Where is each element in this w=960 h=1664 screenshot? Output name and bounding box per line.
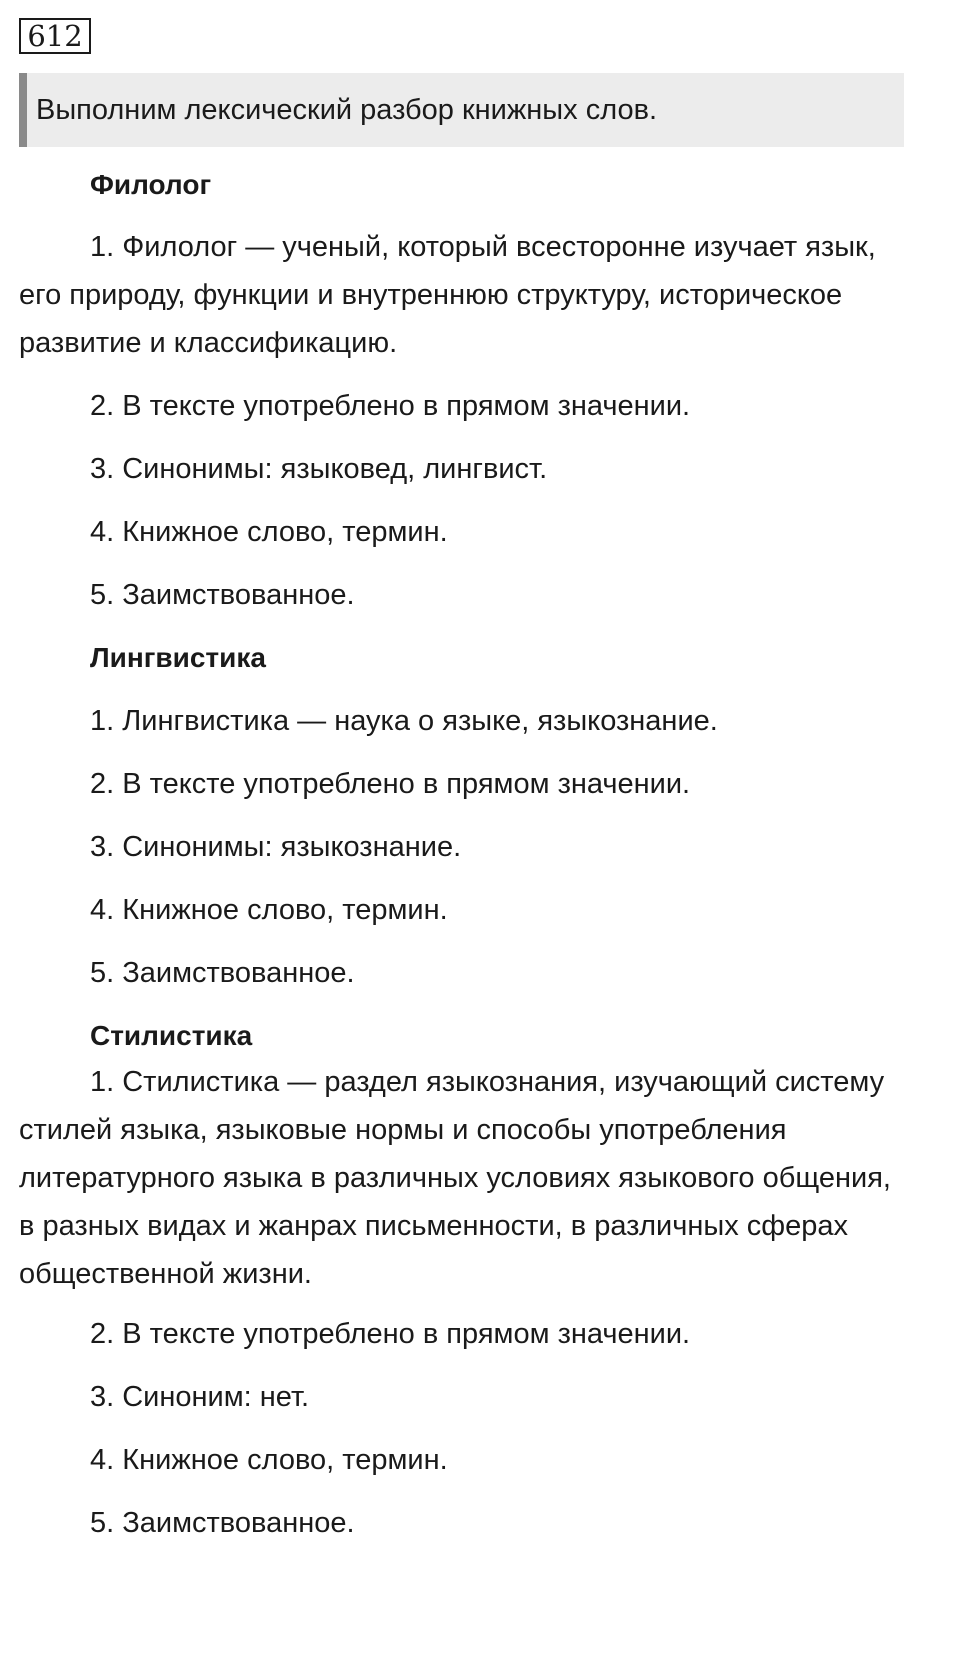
list-item: 5. Заимствованное.: [90, 1507, 355, 1539]
task-number-box: 612: [19, 18, 91, 54]
section-definition-stilistika: 1. Стилистика — раздел языкознания, изучающий систему стилей языка, языковые нормы и способы употребления литературного языка в различных условиях языкового общения, в разных видах и жанрах письменности, в различных сферах общественной жизни.: [19, 1066, 891, 1290]
list-item: 4. Книжное слово, термин.: [90, 894, 448, 926]
section-heading-lingvistika: Лингвистика: [90, 642, 266, 673]
section-heading-filolog: Филолог: [90, 169, 212, 200]
list-item: 3. Синонимы: языковед, лингвист.: [90, 453, 548, 485]
list-item: 2. В тексте употреблено в прямом значении.: [90, 768, 691, 800]
list-item: 4. Книжное слово, термин.: [90, 1444, 448, 1476]
list-item: 5. Заимствованное.: [90, 579, 355, 611]
list-item: 5. Заимствованное.: [90, 957, 355, 989]
list-item: 4. Книжное слово, термин.: [90, 516, 448, 548]
section-definition-lingvistika: 1. Лингвистика — наука о языке, языкознание.: [90, 705, 718, 737]
list-item: 2. В тексте употреблено в прямом значении.: [90, 1318, 691, 1350]
section-definition-filolog: 1. Филолог — ученый, который всесторонне изучает язык, его природу, функции и внутреннюю структуру, историческое развитие и классификацию.: [19, 231, 876, 359]
list-item: 3. Синонимы: языкознание.: [90, 831, 462, 863]
intro-callout: Выполним лексический разбор книжных слов.: [19, 73, 904, 147]
list-item: 3. Синоним: нет.: [90, 1381, 310, 1413]
list-item: 2. В тексте употреблено в прямом значении.: [90, 390, 691, 422]
section-heading-stilistika: Стилистика: [90, 1020, 253, 1051]
